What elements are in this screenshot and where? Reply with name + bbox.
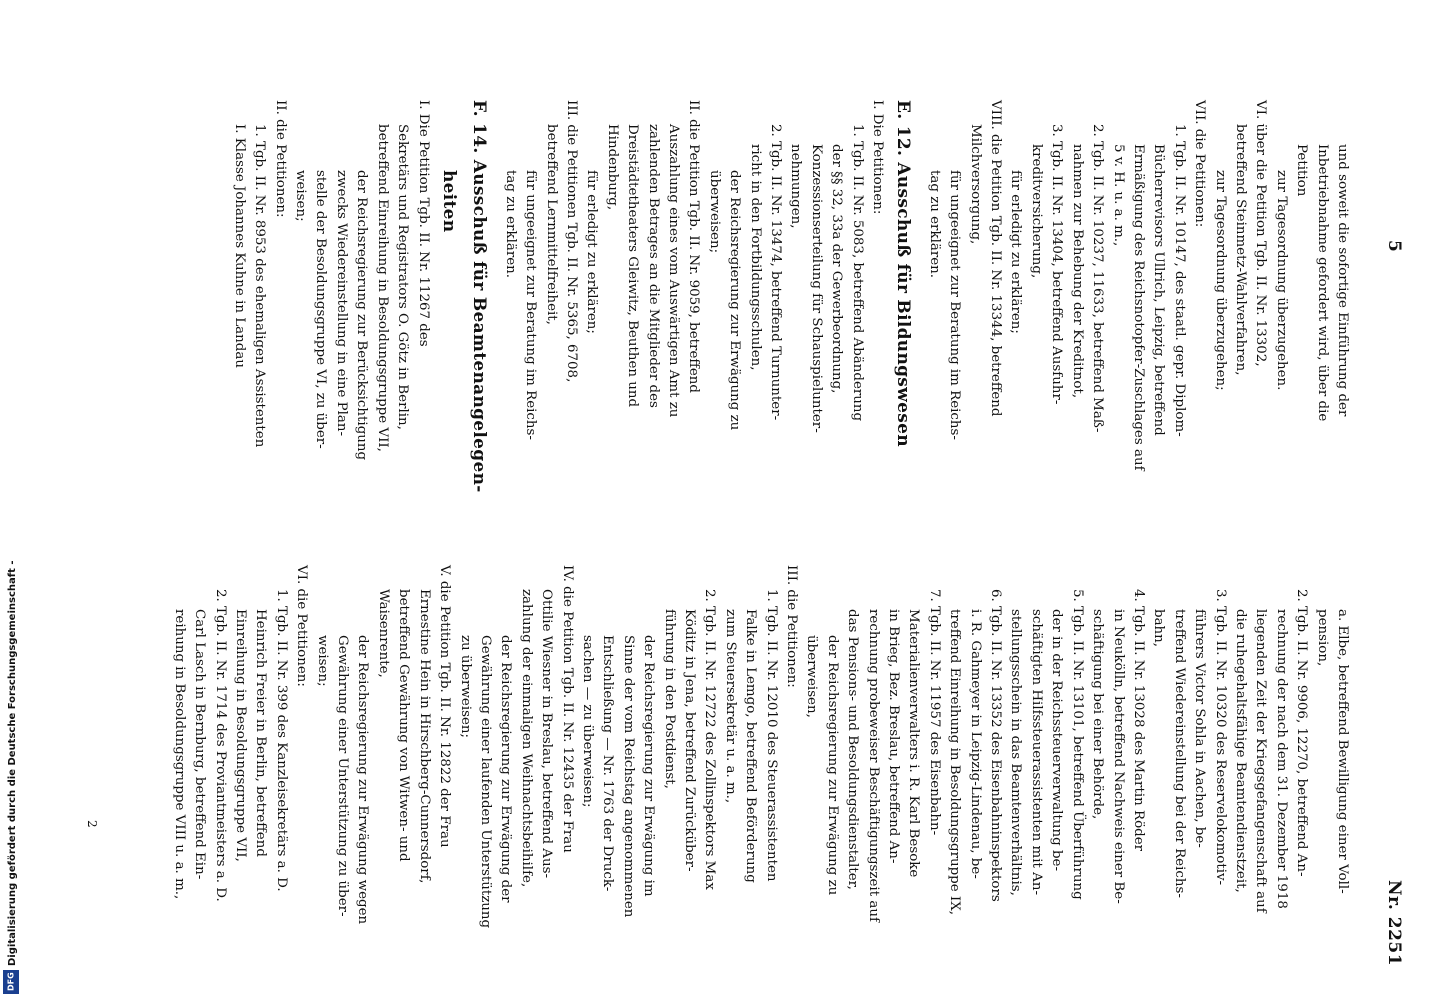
- text-line: 3. Tgb. II. Nr. 13404, betreffend Ausfuhr-: [1049, 124, 1065, 405]
- text-line: heiten: [438, 170, 459, 233]
- text-line: Einreihung in Besoldungsgruppe VII,: [233, 609, 249, 862]
- text-line: Köditz in Jena, betreffend Zurücküber-: [682, 609, 697, 872]
- text-line: a. Elbe, betreffend Bewilligung einer Voll-: [1335, 609, 1350, 894]
- text-line: zu überweisen;: [457, 635, 473, 739]
- text-line: V. die Petition Tgb. II. Nr. 12822 der Frau: [437, 565, 453, 848]
- text-line: rechnung der nach dem 31. Dezember 1918: [1273, 609, 1289, 909]
- text-line: Falke in Lemgo, betreffend Beförderung: [743, 609, 759, 883]
- text-line: II. die Petition Tgb. II. Nr. 9059, betreffend: [686, 100, 702, 393]
- text-line: 6. Tgb. II. Nr. 13352 des Eisenbahninspektors: [988, 589, 1004, 902]
- text-line: Heinrich Freier in Berlin, betreffend: [253, 609, 269, 857]
- text-line: Dreistädtetheaters Gleiwitz, Beuthen und: [625, 124, 641, 408]
- text-line: 1. Tgb. II. Nr. 5083, betreffend Abänderung: [849, 124, 865, 422]
- text-line: nahmen zur Behebung der Kreditnot,: [1069, 144, 1085, 399]
- text-line: betreffend Steinmetz-Wahlverfahren,: [1232, 124, 1248, 376]
- text-line: F. 14. Ausschuß für Beamtenangelegen-: [469, 100, 490, 493]
- text-line: Carl Lasch in Bernburg, betreffend Ein-: [192, 609, 208, 880]
- dfg-logo-icon: DFG: [3, 970, 19, 994]
- text-line: in Neukölln, betreffend Nachweis einer Be-: [1110, 609, 1126, 904]
- text-line: die ruhegehaltsfähige Beamtendienstzeit,: [1232, 609, 1248, 893]
- text-line: und soweit die sofortige Einführung der: [1335, 144, 1350, 417]
- text-line: III. die Petitionen:: [784, 565, 800, 688]
- text-line: VI. über die Petition Tgb. II. Nr. 13302,: [1253, 100, 1269, 367]
- text-line: Ernestine Hein in Hirschberg-Cunnersdorf,: [416, 589, 432, 884]
- text-line: für erledigt zu erklären;: [1008, 170, 1024, 334]
- text-line: VI. die Petitionen:: [294, 565, 310, 687]
- text-line: führung in den Postdienst,: [661, 609, 677, 789]
- left-text-column: [112, 100, 1352, 540]
- text-line: stellungsschein in das Beamtenverhältnis,: [1008, 609, 1024, 896]
- text-line: VII. die Petitionen:: [1192, 100, 1208, 228]
- right-text-column: [112, 565, 1352, 1000]
- text-line: Waisenrente,: [375, 589, 391, 678]
- text-line: weisen;: [314, 635, 330, 687]
- text-line: Hindenburg,: [604, 124, 620, 211]
- text-line: Konzessionserteilung für Schauspielunter-: [808, 144, 824, 433]
- text-line: der §§ 32, 33a der Gewerbeordnung,: [829, 144, 845, 394]
- text-line: zur Tagesordnung überzugehen.: [1273, 170, 1289, 391]
- text-line: 5 v. H. u. a. m.,: [1110, 144, 1126, 247]
- text-line: schäftigung bei einer Behörde,: [1090, 609, 1106, 820]
- digitization-note: [0, 0, 22, 1000]
- text-line: i. R. Gahmeyer in Leipzig-Lindenau, be-: [967, 609, 983, 879]
- text-line: nehmungen,: [788, 144, 804, 229]
- text-line: Bücherrevisors Ullrich, Leipzig, betreffend: [1151, 144, 1167, 436]
- text-line: der Reichsregierung zur Erwägung im: [641, 635, 657, 897]
- text-line: betreffend Gewährung von Witwen- und: [396, 589, 412, 862]
- text-line: das Pensions- und Besoldungsdienstalter,: [845, 609, 861, 890]
- text-line: Auszahlung eines vom Auswärtigen Amt zu: [666, 124, 681, 418]
- text-line: II. die Petitionen:: [272, 100, 288, 218]
- text-line: der Reichsregierung zur Erwägung wegen: [355, 635, 371, 925]
- text-line: richt in den Fortbildungsschulen,: [747, 144, 763, 371]
- text-line: für ungeeignet zur Beratung im Reichs-: [523, 170, 539, 440]
- text-line: 2. Tgb. II. Nr. 1714 des Proviantmeisters a. D.: [212, 589, 228, 902]
- page-number-right: Nr. 2251: [1384, 880, 1404, 967]
- text-line: 1. Tgb. II. Nr. 8953 des ehemaligen Assistenten: [252, 124, 268, 448]
- text-line: tag zu erklären.: [926, 170, 942, 279]
- text-line: liegenden Zeit der Kriegsgefangenschaft auf: [1253, 609, 1269, 913]
- text-line: Milchversorgung,: [967, 124, 983, 245]
- text-line: stelle der Besoldungsgruppe VI, zu über-: [313, 170, 329, 449]
- text-line: Gewährung einer Unterstützung zu über-: [335, 635, 351, 917]
- text-line: 7. Tgb. II. Nr. 11957 des Eisenbahn-: [926, 589, 942, 836]
- text-line: 1. Tgb. II. Nr. 12010 des Steuerassistenten: [763, 589, 779, 882]
- digitization-text: Digitalisierung gefördert durch die Deutsche Forschungsgemeinschaft -: [7, 560, 18, 966]
- text-line: 1. Tgb. II. Nr. 399 des Kanzleisekretärs a. D.: [273, 589, 289, 892]
- text-line: Inbetriebnahme gefordert wird, über die: [1314, 144, 1330, 422]
- text-line: Entschließung — Nr. 1763 der Druck-: [600, 635, 616, 892]
- text-line: treffend Einreihung in Besoldungsgruppe IX,: [947, 609, 963, 915]
- text-line: zur Tagesordnung überzugehen;: [1212, 170, 1228, 391]
- text-line: 2. Tgb. II. Nr. 12722 des Zollinspektors Max: [702, 589, 718, 890]
- text-line: I. Klasse Johannes Kuhne in Landau: [231, 124, 247, 368]
- text-line: der Reichsregierung zur Erwägung der: [498, 635, 514, 903]
- text-line: 2. Tgb. II. Nr. 9906, 12270, betreffend An-: [1294, 589, 1310, 877]
- text-line: überweisen;: [706, 170, 722, 254]
- text-line: zahlenden Betrages an die Mitglieder des: [645, 124, 661, 408]
- text-line: der Reichsregierung zur Erwägung zu: [824, 635, 840, 896]
- text-line: 4. Tgb. II. Nr. 13028 des Martin Röder: [1130, 589, 1146, 852]
- text-line: Materialienverwalters i. R. Karl Besoke: [906, 609, 922, 878]
- text-line: 1. Tgb. II. Nr. 10147, des staatl. gepr. Diplom-: [1171, 124, 1187, 437]
- text-line: I. Die Petitionen:: [870, 100, 886, 215]
- text-line: pension,: [1314, 609, 1330, 667]
- text-line: betreffend Lernmittelfreiheit,: [543, 124, 559, 325]
- footer-page-number: 2: [85, 820, 99, 828]
- text-line: zwecks Wiedereinstellung in eine Plan-: [333, 170, 349, 437]
- text-line: Sinne der vom Reichstag angenommenen: [620, 635, 636, 918]
- text-line: der Reichsregierung zur Berücksichtigung: [354, 170, 370, 461]
- text-line: der Reichsregierung zur Erwägung zu: [727, 170, 743, 431]
- text-line: rechnung probeweiser Beschäftigungszeit auf: [865, 609, 881, 922]
- text-line: zahlung der einmaligen Weihnachtsbeihilfe,: [518, 589, 534, 888]
- text-line: Ermäßigung des Reichsnotopfer-Zuschlages auf: [1130, 144, 1146, 471]
- text-line: 3. Tgb. II. Nr. 10320 des Reservelokomotiv-: [1212, 589, 1228, 886]
- text-line: bahn,: [1151, 609, 1167, 648]
- text-line: schäftigten Hilfssteuerassistenten mit An-: [1028, 609, 1044, 895]
- text-line: Petition: [1294, 144, 1310, 197]
- text-line: überweisen,: [804, 635, 820, 718]
- text-line: betreffend Einreihung in Besoldungsgruppe VII,: [374, 124, 390, 452]
- text-line: in Brieg, Bez. Breslau, betreffend An-: [886, 609, 902, 864]
- text-line: Gewährung einer laufenden Unterstützung: [477, 635, 493, 929]
- text-line: Sekretärs und Registrators O. Götz in Berlin,: [395, 124, 411, 430]
- text-line: für erledigt zu erklären;: [584, 170, 600, 334]
- text-line: 5. Tgb. II. Nr. 13101, betreffend Überführung: [1069, 589, 1085, 900]
- text-line: der in der Reichssteuerverwaltung be-: [1049, 609, 1065, 871]
- text-line: E. 12. Ausschuß für Bildungswesen: [893, 100, 914, 447]
- text-line: für ungeeignet zur Beratung im Reichs-: [947, 170, 963, 440]
- text-line: tag zu erklären.: [502, 170, 518, 279]
- text-line: IV. die Petition Tgb. II. Nr. 12435 der Frau: [559, 565, 575, 853]
- text-line: führers Victor Sohla in Aachen, be-: [1192, 609, 1208, 848]
- page-number-left: 5: [1384, 240, 1404, 253]
- text-line: zum Steuersekretär u. a. m.,: [722, 609, 738, 804]
- text-line: 2. Tgb. II. Nr. 13474, betreffend Turnunter-: [768, 124, 784, 421]
- text-line: VIII. die Petition Tgb. II. Nr. 13344, betreffend: [988, 100, 1004, 417]
- text-line: III. die Petitionen Tgb. II. Nr. 5365, 6708,: [563, 100, 579, 383]
- text-line: I. Die Petition Tgb. II. Nr. 11267 des: [415, 100, 431, 347]
- text-line: reihung in Besoldungsgruppe VIII u. a. m.,: [171, 609, 187, 900]
- text-line: weisen;: [293, 170, 309, 222]
- text-line: treffend Wiedereinstellung bei der Reichs-: [1171, 609, 1187, 898]
- text-line: sachen — zu überweisen;: [579, 635, 595, 808]
- text-line: kreditversicherung,: [1028, 144, 1044, 279]
- text-line: 2. Tgb. II. Nr. 10237, 11633, betreffend Maß-: [1090, 124, 1106, 433]
- text-line: Ottilie Wiesner in Breslau, betreffend Aus-: [539, 589, 555, 878]
